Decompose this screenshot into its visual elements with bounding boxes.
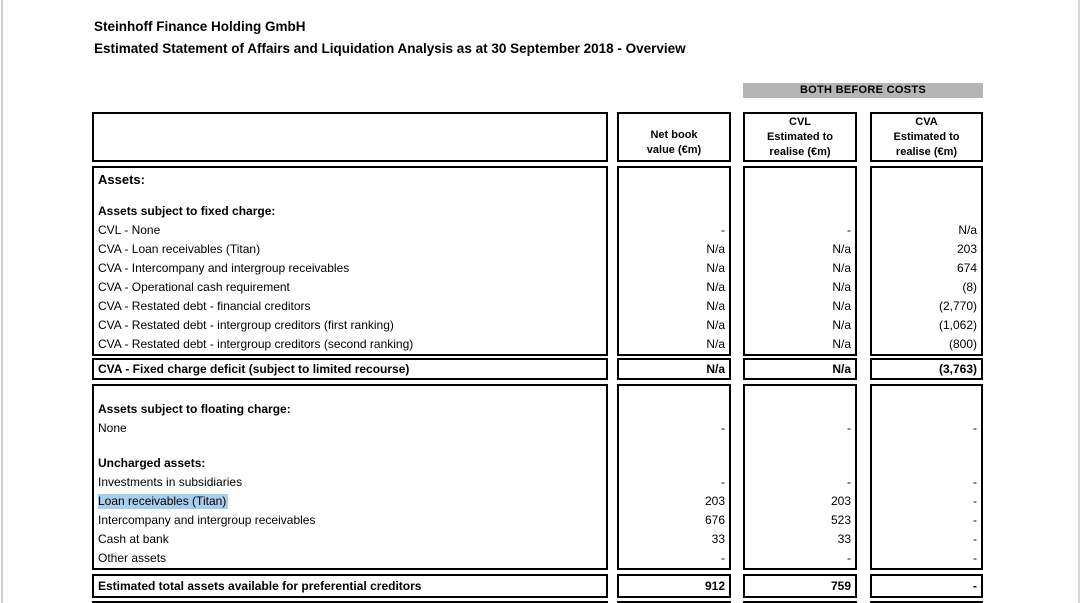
cell-cvl: -: [847, 551, 851, 565]
cell-cva: -: [973, 494, 977, 508]
cva-header-line1: CVA: [915, 116, 938, 128]
fixed-charge-deficit-cvl: N/a: [743, 358, 857, 380]
cva-header-line3: realise (€m): [895, 146, 958, 158]
cell-cva: -: [973, 532, 977, 546]
cell-cvl: 523: [830, 513, 851, 527]
cell-cvl: N/a: [832, 261, 851, 275]
cell-cvl: -: [847, 223, 851, 237]
table-row-label: CVA - Loan receivables (Titan): [98, 242, 261, 256]
cell-cvl: N/a: [832, 337, 851, 351]
uncharged-cvl-box: [743, 384, 857, 570]
cell-net-book: 676: [704, 513, 725, 527]
table-row-label-highlighted: [94, 492, 606, 511]
net-book-column-header: [617, 112, 731, 162]
cell-cvl: 33: [837, 532, 851, 546]
cell-net-book: N/a: [706, 318, 725, 332]
cell-net-book: 33: [711, 532, 725, 546]
cell-cva: (800): [948, 337, 977, 351]
cvl-header-line2: Estimated to: [766, 131, 833, 143]
uncharged-assets-heading: Uncharged assets:: [98, 456, 206, 470]
cell-net-book: N/a: [706, 280, 725, 294]
table-row-label: CVA - Restated debt - financial creditors: [98, 299, 311, 313]
table-row-label: CVA - Operational cash requirement: [98, 280, 290, 294]
company-name: Steinhoff Finance Holding GmbH: [94, 19, 306, 34]
cell-net-book: N/a: [706, 299, 725, 313]
selected-text-highlight: Loan receivables (Titan): [98, 494, 227, 508]
fixed-charge-cvl-box: [743, 166, 857, 356]
table-row-label: Other assets: [98, 551, 167, 565]
net-book-header-line1: Net book: [650, 129, 698, 141]
report-title: Estimated Statement of Affairs and Liquidation Analysis as at 30 September 2018 - Overview: [94, 41, 686, 56]
cell-cvl: N/a: [832, 242, 851, 256]
cvl-header-line3: realise (€m): [769, 146, 831, 158]
page-edge-right: [1078, 0, 1080, 603]
table-row-label: CVA - Intercompany and intergroup receivables: [98, 261, 350, 275]
table-row-label: CVL - None: [98, 223, 161, 237]
fixed-charge-netbook-box: [617, 166, 731, 356]
total-assets-cva: -: [870, 574, 983, 598]
cell-cvl: N/a: [832, 280, 851, 294]
total-assets-cvl: 759: [743, 574, 857, 598]
cell-net-book: -: [721, 551, 725, 565]
cell-cvl: -: [847, 475, 851, 489]
both-before-costs-banner: BOTH BEFORE COSTS: [743, 83, 983, 98]
cell-net-book: N/a: [706, 337, 725, 351]
cell-net-book: -: [721, 223, 725, 237]
fixed-charge-heading: Assets subject to fixed charge:: [98, 204, 276, 218]
uncharged-netbook-box: [617, 384, 731, 570]
fixed-charge-deficit-label: CVA - Fixed charge deficit (subject to limited recourse): [92, 358, 608, 380]
cell-cvl: 203: [830, 494, 851, 508]
cell-cva: -: [973, 475, 977, 489]
cell-net-book: -: [721, 421, 725, 435]
assets-section-title: Assets:: [98, 172, 145, 187]
table-row-label: None: [98, 421, 127, 435]
fixed-charge-labels-box: [92, 166, 608, 356]
cell-net-book: N/a: [706, 261, 725, 275]
table-row-label: CVA - Restated debt - intergroup creditors (second ranking): [98, 337, 414, 351]
cvl-header-line1: CVL: [789, 116, 811, 128]
page-edge-left: [1, 0, 3, 603]
cell-cva: -: [973, 421, 977, 435]
cell-cva: (1,062): [938, 318, 977, 332]
uncharged-labels-box: [92, 384, 608, 570]
cvl-column-header: [743, 112, 857, 162]
cell-cva: N/a: [958, 223, 977, 237]
cell-cvl: -: [847, 421, 851, 435]
cell-cva: -: [973, 513, 977, 527]
cell-cvl: N/a: [832, 299, 851, 313]
cva-column-header: [870, 112, 983, 162]
cell-net-book: N/a: [706, 242, 725, 256]
cell-net-book: 203: [704, 494, 725, 508]
floating-charge-heading: Assets subject to floating charge:: [98, 402, 291, 416]
labels-header-box: [92, 112, 608, 162]
cell-cva: (2,770): [938, 299, 977, 313]
fixed-charge-deficit-net-book: N/a: [617, 358, 731, 380]
cell-cva: -: [973, 551, 977, 565]
table-row-label: CVA - Restated debt - intergroup creditors (first ranking): [98, 318, 394, 332]
total-assets-label: Estimated total assets available for preferential creditors: [92, 574, 608, 598]
cell-cva: (8): [962, 280, 977, 294]
cell-cvl: N/a: [832, 318, 851, 332]
cell-net-book: -: [721, 475, 725, 489]
uncharged-cva-box: [870, 384, 983, 570]
cva-header-line2: Estimated to: [893, 131, 960, 143]
cell-cva: 203: [956, 242, 977, 256]
fixed-charge-cva-box: [870, 166, 983, 356]
table-row-label: Cash at bank: [98, 532, 169, 546]
table-row-label: Intercompany and intergroup receivables: [98, 513, 316, 527]
table-row-label: Investments in subsidiaries: [98, 475, 243, 489]
fixed-charge-deficit-cva: (3,763): [870, 358, 983, 380]
total-assets-net-book: 912: [617, 574, 731, 598]
net-book-header-line2: value (€m): [646, 144, 702, 156]
cell-cva: 674: [956, 261, 977, 275]
